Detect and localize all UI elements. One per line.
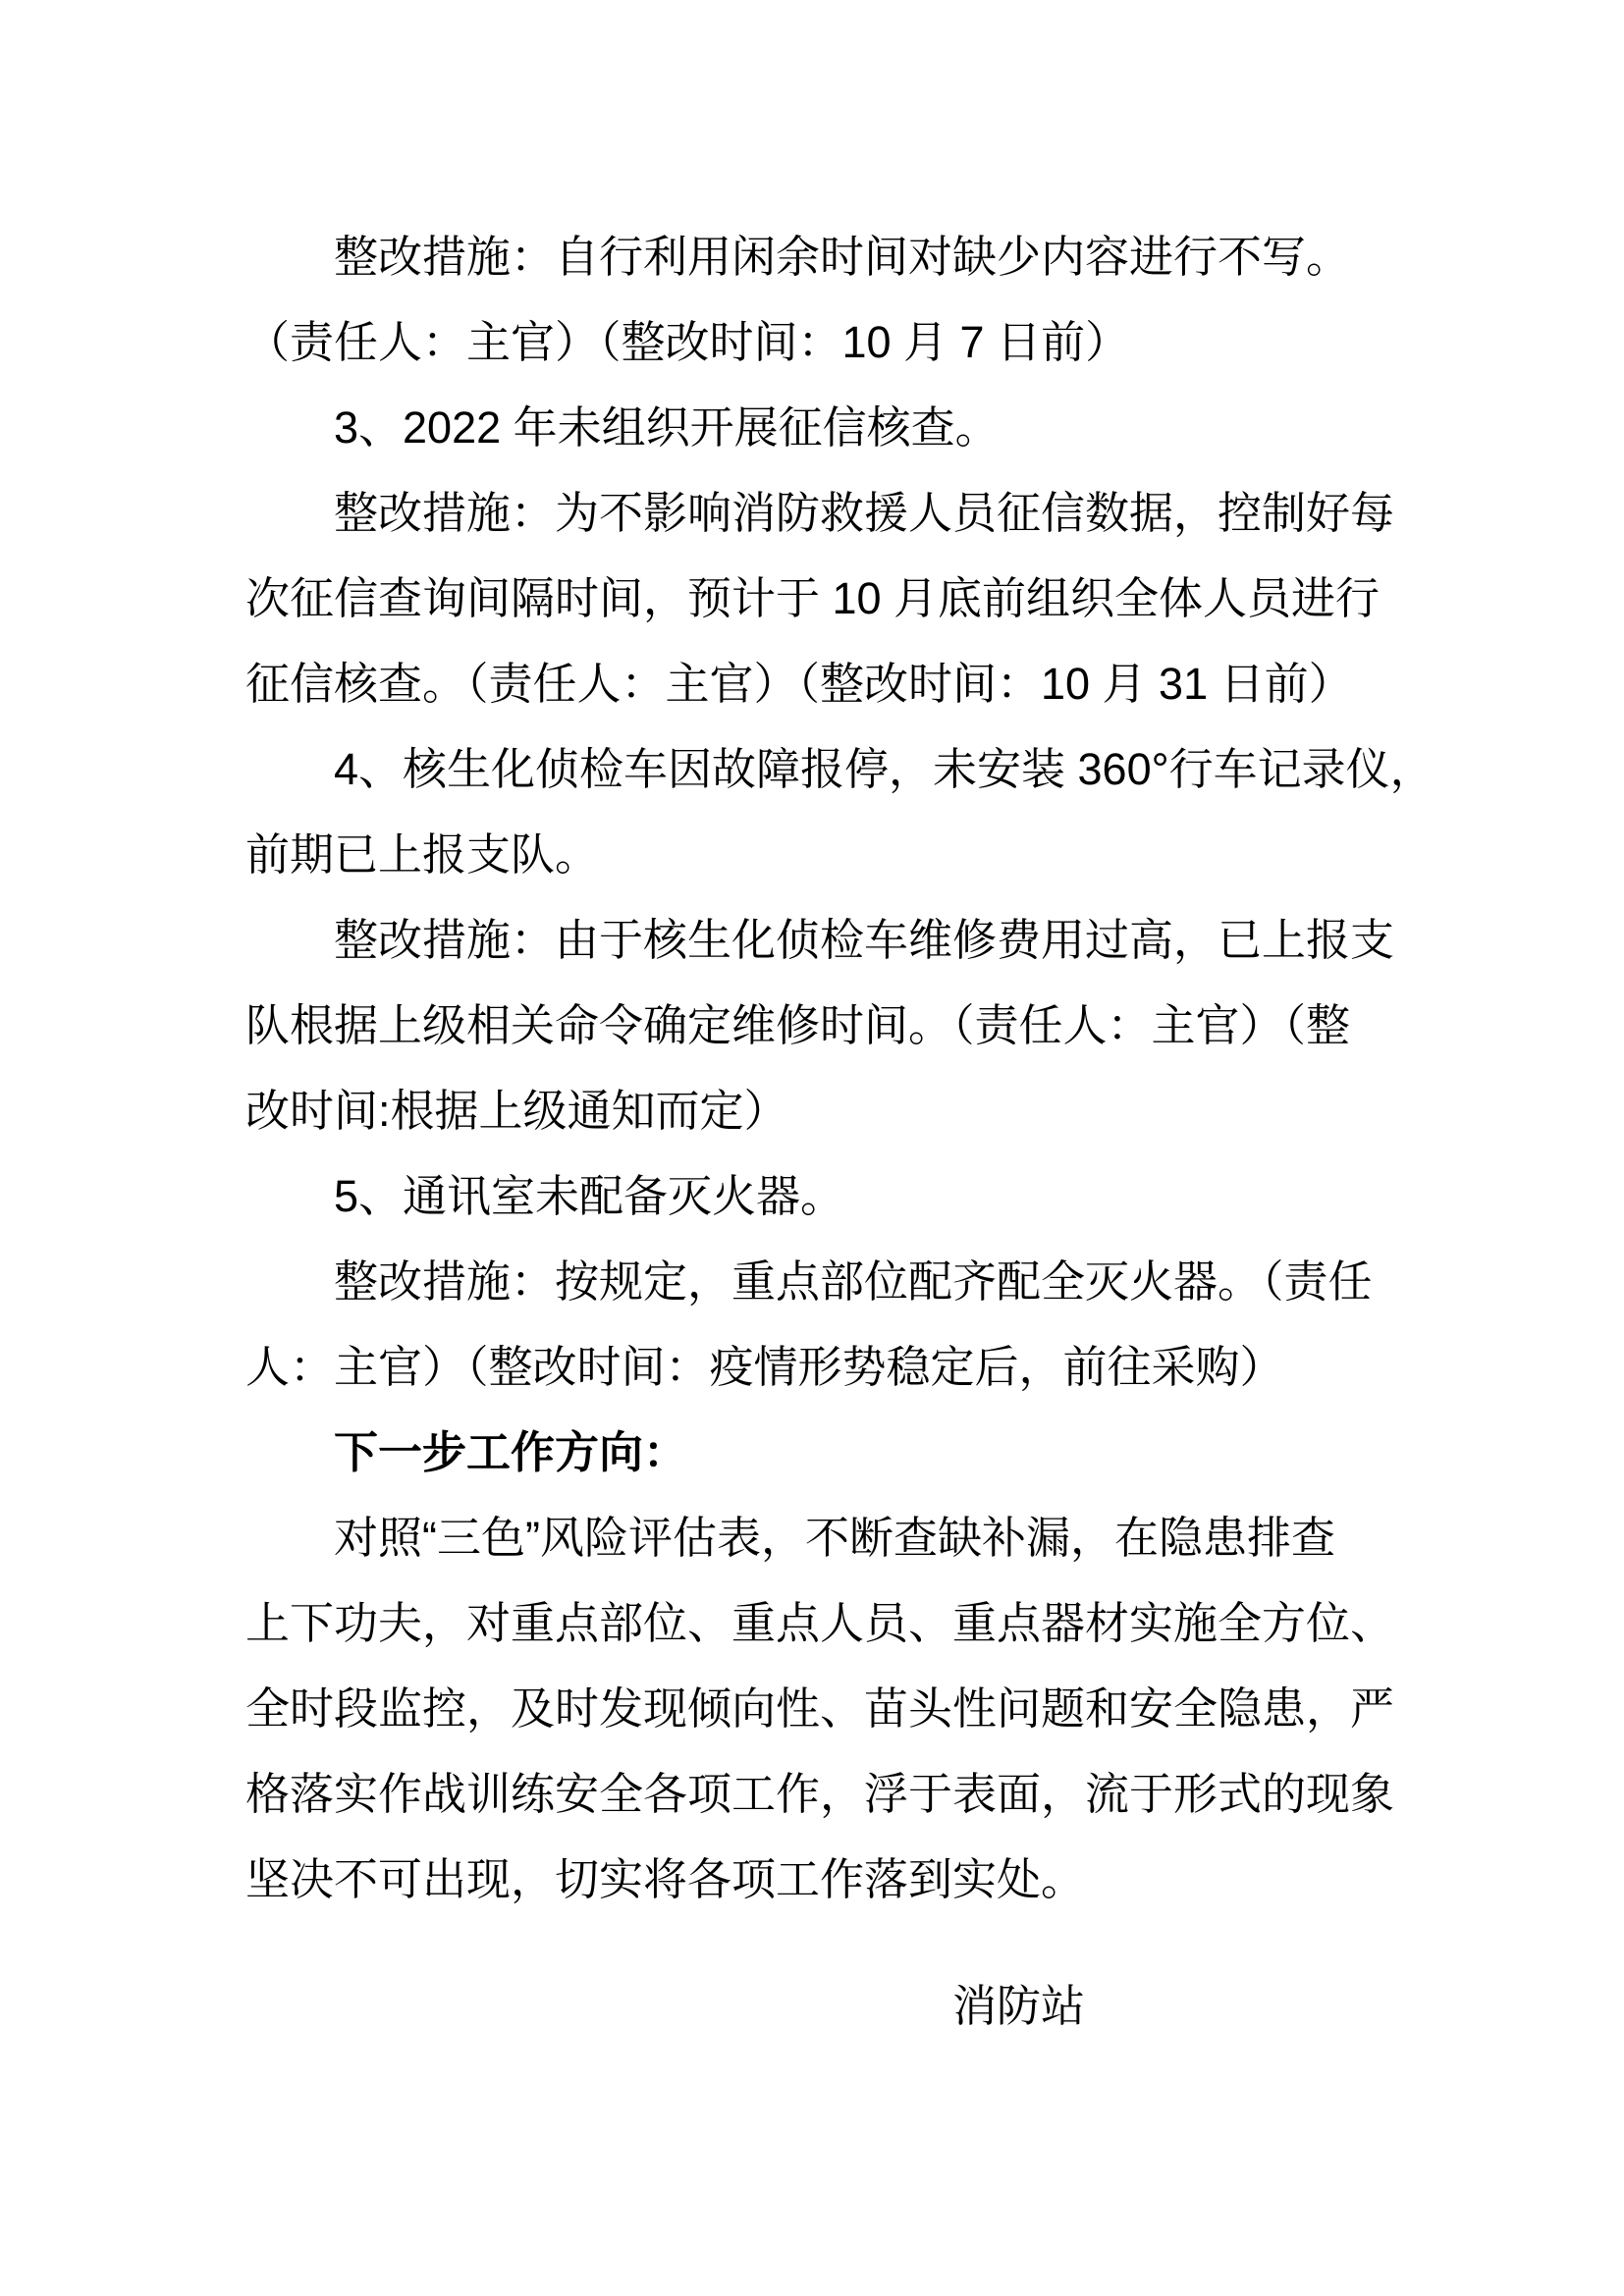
text-line: 上下功夫，对重点部位、重点人员、重点器材实施全方位、: [245, 1598, 1395, 1648]
text-line: 整改措施：由于核生化侦检车维修费用过高，已上报支: [334, 915, 1395, 965]
text-line: 前期已上报支队。: [245, 829, 600, 880]
text-line: 全时段监控，及时发现倾向性、苗头性问题和安全隐患，严: [245, 1683, 1395, 1734]
text-line: 4、核生化侦检车因故障报停，未安装 360°行车记录仪，: [334, 744, 1435, 794]
document-body: [245, 214, 1435, 2049]
text-line: （责任人：主官）（整改时间：10 月 7 日前）: [245, 317, 1130, 367]
text-line: 对照“三色”风险评估表，不断查缺补漏，在隐患排查: [334, 1513, 1335, 1563]
text-line: 整改措施：自行利用闲余时间对缺少内容进行不写。: [334, 232, 1351, 282]
text-line: 改时间:根据上级通知而定）: [245, 1086, 788, 1136]
next-step-heading: 下一步工作方向：: [334, 1427, 688, 1477]
text-line: 次征信查询间隔时间，预计于 10 月底前组织全体人员进行: [245, 573, 1380, 623]
text-line: 队根据上级相关命令确定维修时间。（责任人：主官）（整: [245, 1000, 1351, 1050]
text-line: 5、通讯室未配备灭火器。: [334, 1171, 845, 1221]
text-line: 整改措施：为不影响消防救援人员征信数据，控制好每: [334, 488, 1395, 538]
text-line: 坚决不可出现，切实将各项工作落到实处。: [245, 1854, 1086, 1904]
signature: 消防站: [952, 1981, 1086, 2031]
text-line: 人：主官）（整改时间：疫情形势稳定后，前往采购）: [245, 1342, 1284, 1392]
text-line: 格落实作战训练安全各项工作，浮于表面，流于形式的现象: [245, 1769, 1395, 1819]
text-line: 3、2022 年未组织开展征信核查。: [334, 402, 1000, 453]
text-line: 征信核查。（责任人：主官）（整改时间：10 月 31 日前）: [245, 659, 1353, 709]
text-line: 整改措施：按规定，重点部位配齐配全灭火器。（责任: [334, 1256, 1373, 1307]
